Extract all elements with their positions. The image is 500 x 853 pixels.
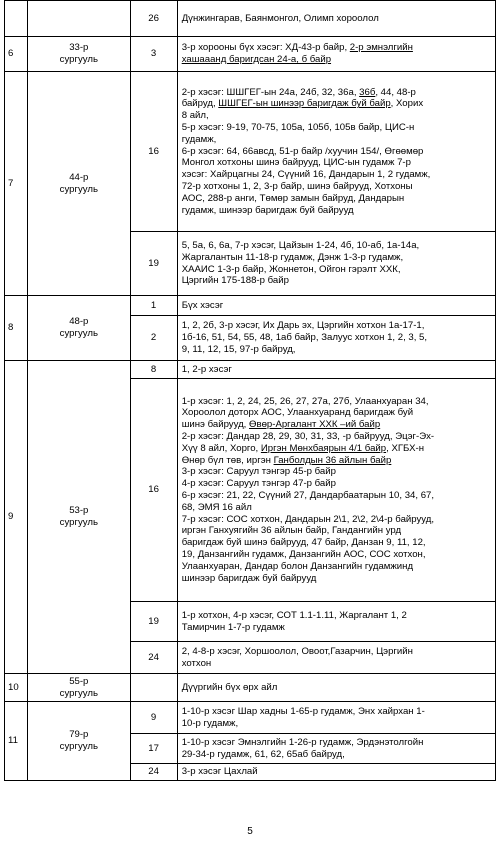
address-cell (177, 232, 495, 296)
row-index: 7 (5, 72, 28, 296)
row-index: 11 (5, 702, 28, 781)
address-line: 3-р хэсэг: Саруул тэнгэр 45-р байр (181, 466, 336, 478)
address-line: 3-р хорооны бүх хэсэг: ХД-43-р байр, 2-р эмнэлгийн (181, 42, 413, 54)
address-line: 7-р хэсэг: СОС хотхон, Дандарын 2\1, 2\2, 2\4-р байрууд, (181, 513, 435, 525)
address-line: Монгол хотхоны шинэ байрууд, ЦИС-ын гудамж 7-р (181, 157, 411, 169)
address-line: 68, ЭМЯ 16 айл (181, 501, 252, 513)
school-name: 79-р сургууль (28, 702, 130, 781)
khoroo-number: 2 (130, 316, 177, 361)
address-line: 10-р гудамж, (181, 717, 239, 729)
address-line: хэсэг: Хайрцагны 24, Сүүний 16, Дандарын 1, 2 гудамж, (181, 169, 431, 181)
address-line: гудамж, шинээр баригдаж буй байрууд (181, 204, 354, 216)
address-line: Жаргалантын 11-18-р гудамж, Дэнж 1-3-р гудамж, (181, 251, 404, 263)
address-line: 8 айл, (181, 110, 209, 122)
address-cell (177, 602, 495, 642)
address-cell (177, 764, 495, 781)
address-cell (177, 734, 495, 764)
address-line: 1-р хотхон, 4-р хэсэг, СОТ 1.1-1.11, Жаргалант 1, 2 (181, 609, 407, 621)
khoroo-number: 24 (130, 764, 177, 781)
address-line: 6-р хэсэг: 21, 22, Сүүний 27, Дандарбаатарын 10, 34, 67, (181, 490, 435, 501)
khoroo-number: 3 (130, 37, 177, 72)
school-name: 44-р сургууль (28, 72, 130, 296)
row-index: 8 (5, 296, 28, 361)
address-cell (177, 1, 495, 37)
khoroo-number: 1 (130, 296, 177, 316)
address-line: 3-р хэсэг Цахлай (181, 766, 258, 777)
address-line: 6-р хэсэг: 64, 66авсд, 51-р байр /хуучин 154/, Өгөөмөр (181, 145, 424, 157)
school-name: 33-р сургууль (28, 37, 130, 72)
page-number: 5 (247, 826, 253, 837)
khoroo-number: 19 (130, 232, 177, 296)
address-cell (177, 674, 495, 702)
address-line: 1-10-р хэсэг Шар хадны 1-65-р гудамж, Энх хайрхан 1- (181, 705, 425, 717)
address-line: хашааанд баригдсан 24-а, б байр (181, 54, 332, 65)
address-line: 1, 2, 2б, 3-р хэсэг, Их Дарь эх, Цэргийн хотхон 1а-17-1, (181, 320, 425, 332)
address-line: шинэ байрууд, Өвөр-Аргалант ХХК –ий байр (181, 419, 381, 431)
address-line: 29-34-р гудамж, 61, 62, 65аб байруд, (181, 748, 345, 760)
row-index: 10 (5, 674, 28, 702)
address-line: Дүнжингарав, Баянмонгол, Олимп хороолол (181, 12, 379, 24)
address-line: 4-р хэсэг: Саруул тэнгэр 47-р байр (181, 478, 336, 490)
address-line: Дүүргийн бүх өрх айл (181, 681, 278, 693)
address-line: Хороолол доторх АОС, Улаанхуаранд баригдаж буй (181, 407, 414, 419)
table-row (5, 72, 496, 232)
table-row (5, 361, 496, 379)
school-name: 53-р сургууль (28, 361, 130, 674)
khoroo-number: 16 (130, 379, 177, 602)
address-line: 5, 5а, 6, 6а, 7-р хэсэг, Цайзын 1-24, 4б, 10-аб, 1а-14а, (181, 239, 420, 251)
address-line: хотхон (181, 657, 212, 669)
address-line: Цэргийн 175-188-р байр (181, 275, 289, 287)
address-line: 1-10-р хэсэг Эмнэлгийн 1-26-р гудамж, Эрдэнэтолгойн (181, 736, 424, 748)
table-row (5, 674, 496, 702)
address-line: шинээр баригдаж буй байрууд (181, 572, 317, 584)
address-line: 19, Данзангийн гудамж, Данзангийн АОС, СОС хотхон, (181, 548, 426, 560)
khoroo-number: 17 (130, 734, 177, 764)
khoroo-number (130, 674, 177, 702)
khoroo-number: 24 (130, 642, 177, 674)
table-row (5, 1, 496, 37)
address-line: иргэн Ганхуягийн 36 айлын байр, Гандангийн урд (181, 525, 402, 537)
school-name (28, 1, 130, 37)
address-line: 1-р хэсэг: 1, 2, 24, 25, 26, 27, 27а, 27б, Улаанхуаран 34, (181, 395, 429, 407)
address-line: 1б-16, 51, 54, 55, 48, 1аб байр, Залуус хотхон 1, 2, 3, 5, (181, 332, 428, 344)
address-cell (177, 379, 495, 602)
khoroo-number: 16 (130, 72, 177, 232)
school-district-table (4, 0, 496, 781)
address-line: байруд, ШШГЕГ-ын шинээр баригдаж буй байр, Хорих (181, 98, 424, 110)
address-line: 2-р хэсэг: Дандар 28, 29, 30, 31, 33, -р байрууд, Эцэг-Эх- (181, 431, 435, 443)
table-row (5, 702, 496, 734)
address-line: Хүү 8 айл, Хорго, Иргэн Мөнхбаярын 4/1 байр, ХГБХ-н (181, 442, 425, 454)
school-name: 48-р сургууль (28, 296, 130, 361)
address-line: Тамирчин 1-7-р гудамж (181, 621, 285, 633)
table-row (5, 37, 496, 72)
khoroo-number: 19 (130, 602, 177, 642)
address-cell (177, 37, 495, 72)
address-line: Бүх хэсэг (181, 299, 224, 311)
address-line: ХААИС 1-3-р байр, Жоннетон, Ойгон гэрэлт ХХК, (181, 263, 401, 275)
address-line: гудамж, (181, 133, 217, 145)
khoroo-number: 26 (130, 1, 177, 37)
address-cell (177, 642, 495, 674)
address-cell (177, 72, 495, 232)
school-name: 55-р сургууль (28, 674, 130, 702)
address-cell (177, 316, 495, 361)
row-index: 9 (5, 361, 28, 674)
address-line: 5-р хэсэг: 9-19, 70-75, 105а, 105б, 105в байр, ЦИС-н (181, 122, 415, 133)
khoroo-number: 8 (130, 361, 177, 379)
address-line: 2-р хэсэг: ШШГЕГ-ын 24а, 24б, 32, 36а, 36б, 44, 48-р (181, 86, 416, 98)
khoroo-number: 9 (130, 702, 177, 734)
row-index (5, 1, 28, 37)
address-cell (177, 702, 495, 734)
row-index: 6 (5, 37, 28, 72)
address-line: Өнөр бүл төв, иргэн Ганболдын 36 айлын байр (181, 454, 392, 466)
table-row (5, 296, 496, 316)
address-line: 72-р хотхоны 1, 2, 3-р байр, шинэ байрууд, Хотхоны (181, 180, 413, 192)
address-line: 9, 11, 12, 15, 97-р байруд, (181, 343, 296, 355)
address-cell (177, 296, 495, 316)
address-line: 1, 2-р хэсэг (181, 363, 232, 375)
address-line: Улаанхуаран, Дандар болон Данзангийн гудамжинд (181, 560, 414, 572)
address-line: АОС, 288-р анги, Төмөр замын байруд, Дандарын (181, 192, 405, 204)
address-cell (177, 361, 495, 379)
address-line: баригдаж буй шинэ байрууд, 47 байр, Данзан 9, 11, 12, (181, 537, 426, 549)
address-line: 2, 4-8-р хэсэг, Хоршоолол, Овоот,Газарчин, Цэргийн (181, 645, 413, 657)
